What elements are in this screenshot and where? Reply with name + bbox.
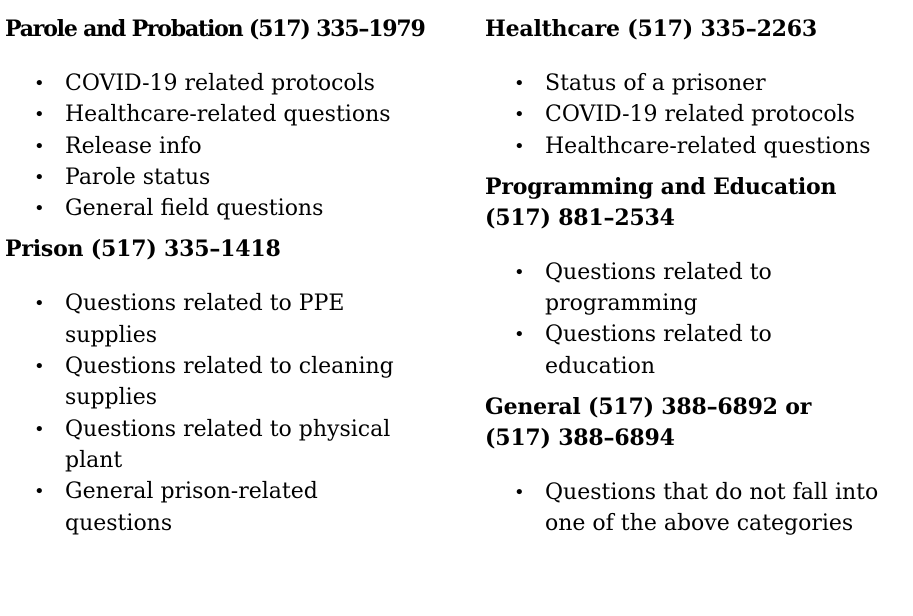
healthcare-list (485, 68, 910, 162)
parole-probation-list (5, 68, 455, 224)
section-programming-education (485, 172, 910, 382)
list-item: • Questions that do not fall into one of the above categories (485, 477, 885, 540)
list-item: • Status of a prisoner (485, 68, 910, 99)
section-heading-line: General (517) 388–6892 or (485, 394, 812, 421)
section-heading-line: Programming and Education (485, 173, 837, 200)
list-item: • COVID-19 related protocols (485, 99, 910, 130)
list-item: • Questions related to education (485, 319, 825, 382)
prison-list (5, 288, 405, 538)
list-item: • COVID-19 related protocols (5, 68, 455, 99)
section-parole-probation (5, 14, 455, 224)
section-general (485, 392, 910, 540)
section-prison (5, 234, 455, 538)
list-item: • General prison-related questions (5, 476, 405, 539)
section-heading-line: (517) 881–2534 (485, 204, 675, 231)
list-item: • Questions related to PPE supplies (5, 288, 405, 351)
right-column (485, 14, 910, 550)
list-item: • Questions related to cleaning supplies (5, 351, 405, 414)
section-heading-programming-education (485, 172, 910, 234)
left-column (5, 14, 455, 549)
general-list (485, 477, 885, 540)
list-item: • Release info (5, 131, 455, 162)
list-item: • Questions related to programming (485, 257, 825, 320)
list-item: • Healthcare-related questions (485, 131, 910, 162)
list-item: • Parole status (5, 162, 455, 193)
section-healthcare (485, 14, 910, 162)
section-heading-healthcare: Healthcare (517) 335–2263 (485, 16, 818, 42)
list-item: • Questions related to physical plant (5, 414, 405, 477)
section-heading-prison: Prison (517) 335–1418 (5, 236, 281, 263)
section-heading-general (485, 392, 910, 454)
list-item: • General field questions (5, 193, 455, 224)
section-heading-parole-probation: Parole and Probation (517) 335–1979 (5, 16, 425, 42)
list-item: • Healthcare-related questions (5, 99, 455, 130)
section-heading-line: (517) 388–6894 (485, 425, 675, 452)
programming-education-list (485, 257, 825, 382)
